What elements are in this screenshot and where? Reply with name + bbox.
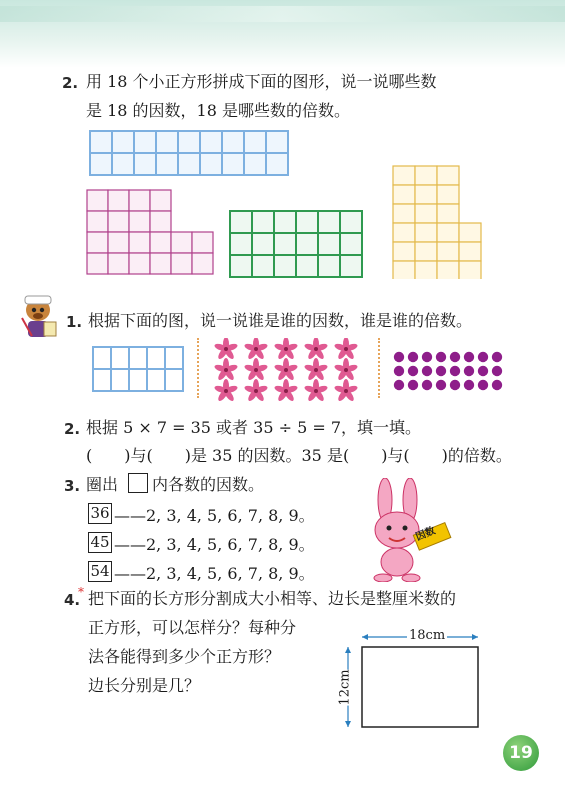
grid-cell (200, 153, 222, 175)
question-text: 根据下面的图，说一说谁是谁的因数，谁是谁的倍数。 (88, 311, 473, 330)
grid-cell (200, 131, 222, 153)
number-box: 45 (88, 532, 112, 553)
purple-dot (394, 366, 404, 376)
purple-dot (408, 366, 418, 376)
grid-cell (178, 131, 200, 153)
grid-cell (147, 369, 165, 391)
purple-dot (394, 380, 404, 390)
factor-candidates: ——2, 3, 4, 5, 6, 7, 8, 9。 (114, 535, 315, 554)
grid-cell (296, 233, 318, 255)
grid-cell (296, 211, 318, 233)
purple-dot (422, 380, 432, 390)
grid-cell (129, 253, 150, 274)
question-text: 把下面的长方形分割成大小相等、边长是整厘米数的 (88, 589, 457, 608)
purple-dot (436, 380, 446, 390)
lily-flower-icon (214, 358, 239, 381)
divider (378, 338, 380, 398)
question-text: 是 18 的因数，18 是哪些数的倍数。 (86, 101, 350, 120)
purple-dot (464, 380, 474, 390)
grid-cell (108, 190, 129, 211)
grid-cell (129, 190, 150, 211)
question-text: 内各数的因数。 (152, 475, 265, 494)
purple-dot (450, 366, 460, 376)
grid-cell (318, 255, 340, 277)
purple-dot (478, 380, 488, 390)
purple-dot (450, 380, 460, 390)
grid-cell (87, 253, 108, 274)
grid-cell (150, 211, 171, 232)
lily-flower-icon (274, 358, 299, 381)
fill-in-sentence: ( )与( )是 35 的因数。35 是( )与( )的倍数。 (86, 446, 512, 465)
factor-candidates: ——2, 3, 4, 5, 6, 7, 8, 9。 (114, 506, 315, 525)
grid-cell (459, 223, 481, 242)
height-label: 12cm (337, 669, 353, 706)
grid-cell (415, 261, 437, 279)
grid-cell (393, 242, 415, 261)
grid-cell (222, 153, 244, 175)
lily-flower-icon (214, 379, 239, 402)
cartoon-dog-mascot-icon (14, 292, 62, 344)
purple-dot-array (392, 350, 512, 392)
grid-cell (252, 255, 274, 277)
purple-dot (436, 352, 446, 362)
question-text: 圈出 (86, 475, 119, 494)
grid-cell (274, 255, 296, 277)
purple-dot (422, 366, 432, 376)
lily-flower-icon (244, 358, 269, 381)
grid-cell (192, 232, 213, 253)
grid-cell (437, 204, 459, 223)
grid-cell (437, 261, 459, 279)
lily-flower-icon (214, 338, 239, 360)
grid-cell (274, 211, 296, 233)
grid-cell (230, 233, 252, 255)
question-number: 3. (64, 477, 81, 495)
question-number: 2. (62, 74, 79, 92)
grid-cell (252, 211, 274, 233)
small-square-grid (92, 346, 184, 392)
grid-cell (340, 211, 362, 233)
grid-cell (318, 233, 340, 255)
purple-dot (450, 352, 460, 362)
lily-flower-icon (334, 358, 359, 381)
grid-cell (459, 242, 481, 261)
grid-cell (230, 211, 252, 233)
grid-cell (244, 153, 266, 175)
purple-dot (492, 366, 502, 376)
grid-cell (415, 185, 437, 204)
grid-cell (93, 369, 111, 391)
grid-cell (266, 153, 288, 175)
grid-cell (415, 204, 437, 223)
empty-box-symbol (128, 473, 148, 493)
purple-dot (492, 352, 502, 362)
question-text: 用 18 个小正方形拼成下面的图形，说一说哪些数 (86, 72, 437, 91)
grid-cell (129, 369, 147, 391)
grid-cell (156, 131, 178, 153)
grid-cell (129, 232, 150, 253)
grid-cell (112, 153, 134, 175)
blue-square-grid (89, 130, 289, 176)
grid-cell (266, 131, 288, 153)
purple-dot (464, 352, 474, 362)
grid-cell (165, 347, 183, 369)
grid-cell (244, 131, 266, 153)
grid-cell (393, 166, 415, 185)
divider (197, 338, 199, 398)
grid-cell (108, 232, 129, 253)
width-label: 18cm (409, 628, 446, 643)
lily-flower-icon (244, 338, 269, 360)
green-square-grid (229, 210, 363, 278)
rabbit-sign-label: 因数 (414, 525, 438, 544)
page-header-band (0, 0, 565, 68)
pink-rabbit-mascot-icon (355, 478, 455, 582)
grid-cell (318, 211, 340, 233)
purple-dot (464, 366, 474, 376)
grid-cell (171, 253, 192, 274)
grid-cell (156, 153, 178, 175)
grid-cell (222, 131, 244, 153)
grid-cell (134, 153, 156, 175)
grid-cell (93, 347, 111, 369)
purple-dot (492, 380, 502, 390)
lily-flower-icon (304, 338, 329, 360)
grid-cell (393, 261, 415, 279)
optional-star: * (78, 585, 84, 599)
number-box: 36 (88, 503, 112, 524)
lily-flower-icon (244, 379, 269, 402)
grid-cell (150, 190, 171, 211)
grid-cell (393, 185, 415, 204)
grid-cell (437, 185, 459, 204)
grid-cell (393, 223, 415, 242)
purple-dot (408, 380, 418, 390)
grid-cell (150, 232, 171, 253)
grid-cell (108, 253, 129, 274)
grid-cell (90, 153, 112, 175)
grid-cell (112, 131, 134, 153)
grid-cell (171, 232, 192, 253)
purple-dot (478, 366, 488, 376)
grid-cell (87, 190, 108, 211)
lily-flower-icon (304, 358, 329, 381)
grid-cell (192, 253, 213, 274)
lily-flower-icon (274, 338, 299, 360)
grid-cell (252, 233, 274, 255)
grid-cell (87, 232, 108, 253)
number-box: 54 (88, 561, 112, 582)
grid-cell (437, 223, 459, 242)
grid-cell (178, 153, 200, 175)
grid-cell (296, 255, 318, 277)
grid-cell (437, 166, 459, 185)
lily-flower-icon (334, 338, 359, 360)
purple-dot (422, 352, 432, 362)
grid-cell (415, 166, 437, 185)
lily-flower-icon (334, 379, 359, 402)
purple-dot (478, 352, 488, 362)
grid-cell (147, 347, 165, 369)
purple-square-shape (86, 189, 216, 279)
grid-cell (340, 233, 362, 255)
lily-flower-icon (274, 379, 299, 402)
question-text: 根据 5 × 7 = 35 或者 35 ÷ 5 = 7，填一填。 (86, 418, 422, 437)
grid-cell (111, 369, 129, 391)
question-text: 法各能得到多少个正方形？ (88, 647, 281, 666)
lily-flower-array (210, 338, 368, 404)
grid-cell (230, 255, 252, 277)
grid-cell (150, 253, 171, 274)
grid-cell (108, 211, 129, 232)
question-text: 正方形，可以怎样分？每种分 (88, 618, 297, 637)
grid-cell (415, 223, 437, 242)
purple-dot (408, 352, 418, 362)
lily-flower-icon (304, 379, 329, 402)
grid-cell (437, 242, 459, 261)
purple-dot (436, 366, 446, 376)
grid-cell (129, 211, 150, 232)
factor-candidates: ——2, 3, 4, 5, 6, 7, 8, 9。 (114, 564, 315, 583)
yellow-square-shape (392, 165, 486, 279)
grid-cell (90, 131, 112, 153)
grid-cell (129, 347, 147, 369)
question-number: 4. (64, 591, 81, 609)
grid-cell (87, 211, 108, 232)
grid-cell (165, 369, 183, 391)
grid-cell (134, 131, 156, 153)
grid-cell (459, 261, 481, 279)
grid-cell (415, 242, 437, 261)
page-number-badge: 19 (503, 735, 539, 771)
grid-cell (274, 233, 296, 255)
purple-dot (394, 352, 404, 362)
question-number: 2. (64, 420, 81, 438)
question-number: 1. (66, 313, 83, 331)
grid-cell (340, 255, 362, 277)
grid-cell (393, 204, 415, 223)
question-text: 边长分别是几？ (88, 676, 201, 695)
grid-cell (111, 347, 129, 369)
